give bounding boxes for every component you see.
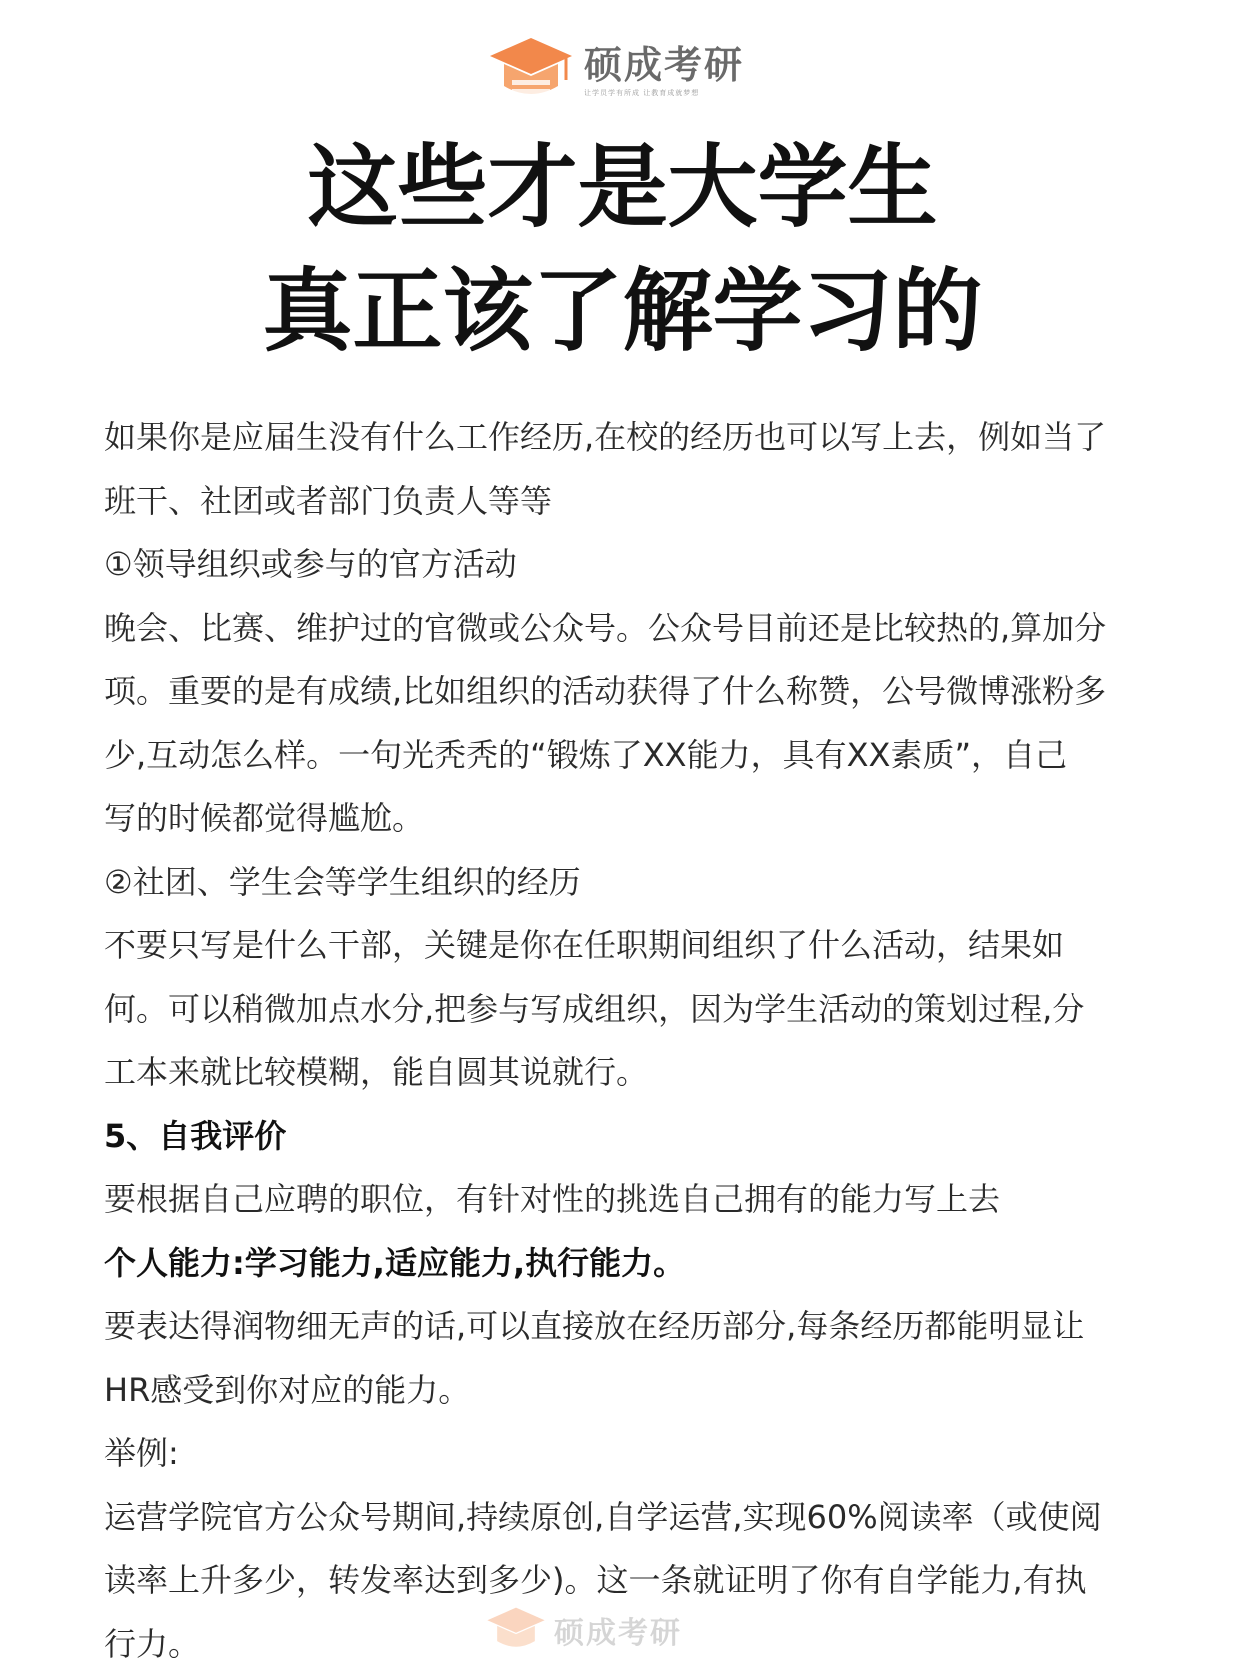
graduation-cap-icon: [488, 36, 574, 104]
body-line: 何。可以稍微加点水分,把参与写成组织，因为学生活动的策划过程,分: [104, 978, 1164, 1042]
section-heading: 个人能力:学习能力,适应能力,执行能力。: [104, 1232, 1164, 1296]
page-title-line-1: 这些才是大学生: [0, 138, 1245, 238]
graduation-cap-icon: [486, 1606, 546, 1654]
body-line: 要根据自己应聘的职位，有针对性的挑选自己拥有的能力写上去: [104, 1168, 1164, 1232]
body-line: 工本来就比较模糊，能自圆其说就行。: [104, 1041, 1164, 1105]
brand-name: 硕成考研: [584, 44, 744, 86]
brand-logo: [488, 36, 744, 104]
section-heading: 5、自我评价: [104, 1105, 1164, 1169]
body-line: 读率上升多少，转发率达到多少)。这一条就证明了你有自学能力,有执: [104, 1549, 1164, 1613]
body-line: 运营学院官方公众号期间,持续原创,自学运营,实现60%阅读率（或使阅: [104, 1486, 1164, 1550]
body-line: 行力。: [104, 1613, 1164, 1676]
body-line: 班干、社团或者部门负责人等等: [104, 470, 1164, 534]
body-line: ②社团、学生会等学生组织的经历: [104, 851, 1164, 915]
brand-watermark: [486, 1606, 682, 1654]
watermark-name: 硕成考研: [554, 1608, 682, 1652]
body-line: 不要只写是什么干部，关键是你在任职期间组织了什么活动，结果如: [104, 914, 1164, 978]
body-line: 要表达得润物细无声的话,可以直接放在经历部分,每条经历都能明显让: [104, 1295, 1164, 1359]
body-line: 写的时候都觉得尴尬。: [104, 787, 1164, 851]
body-line: HR感受到你对应的能力。: [104, 1359, 1164, 1423]
body-line: 如果你是应届生没有什么工作经历,在校的经历也可以写上去，例如当了: [104, 406, 1164, 470]
body-line: 项。重要的是有成绩,比如组织的活动获得了什么称赞，公号微博涨粉多: [104, 660, 1164, 724]
body-line: ①领导组织或参与的官方活动: [104, 533, 1164, 597]
body-line: 少,互动怎么样。一句光秃秃的“锻炼了XX能力，具有XX素质”，自己: [104, 724, 1164, 788]
body-line: 举例:: [104, 1422, 1164, 1486]
body-line: 晚会、比赛、维护过的官微或公众号。公众号目前还是比较热的,算加分: [104, 597, 1164, 661]
page-title-line-2: 真正该了解学习的: [0, 262, 1245, 362]
brand-slogan: 让学员学有所成 让教育成就梦想: [584, 88, 744, 98]
article-body: [104, 406, 1164, 1676]
